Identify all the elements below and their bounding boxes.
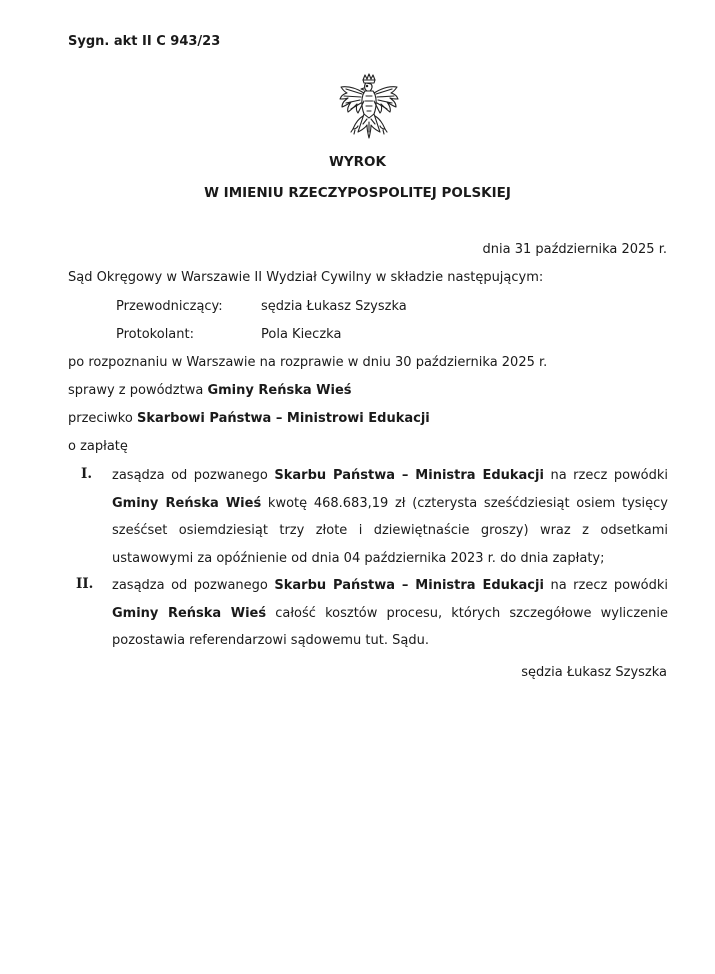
case-subject: o zapłatę <box>68 439 128 454</box>
document-title: WYROK <box>329 154 386 170</box>
presiding-judge-name: sędzia Łukasz Szyszka <box>261 299 407 314</box>
court-reporter-name: Pola Kieczka <box>261 327 342 342</box>
ruling-number: II. <box>76 576 94 592</box>
ruling-text: zasądza od pozwanego <box>112 468 275 483</box>
defendant-line <box>68 411 430 426</box>
hearing-info: po rozpoznaniu w Warszawie na rozprawie w dniu 30 października 2025 r. <box>68 355 548 370</box>
ruling-number: I. <box>81 466 93 482</box>
judgment-date: dnia 31 października 2025 r. <box>482 242 667 257</box>
ruling-plaintiff: Gminy Reńska Wieś <box>112 495 262 511</box>
ruling-text: na rzecz powódki <box>543 578 669 593</box>
polish-eagle-emblem-icon <box>336 72 402 148</box>
court-reporter-label: Protokolant: <box>116 327 194 342</box>
defendant-prefix: przeciwko <box>68 411 137 426</box>
ruling-paragraph <box>112 462 668 572</box>
presiding-judge-label: Przewodniczący: <box>116 299 223 314</box>
ruling-text: całość kosztów procesu, których szczegółowe wyliczenie pozostawia referendarzowi sądowemu tut. Sądu. <box>112 605 668 648</box>
ruling-plaintiff: Gminy Reńska Wieś <box>112 605 267 621</box>
ruling-text: na rzecz powódki <box>543 468 669 483</box>
plaintiff-name: Gminy Reńska Wieś <box>207 383 352 398</box>
ruling-text: zasądza od pozwanego <box>112 578 275 593</box>
document-subtitle: W IMIENIU RZECZYPOSPOLITEJ POLSKIEJ <box>204 185 511 201</box>
ruling-text: kwotę 468.683,19 zł (czterysta sześćdziesiąt osiem tysięcy sześćset osiemdziesiąt trzy złote i dziewiętnaście groszy) wraz z odsetkami ustawowymi za opóźnienie od dnia 04 października 2023 r. do dnia zapłaty; <box>112 495 669 566</box>
ruling-paragraph <box>112 572 668 655</box>
ruling-defendant: Skarbu Państwa – Ministra Edukacji <box>274 468 544 483</box>
judge-signature: sędzia Łukasz Szyszka <box>521 665 667 680</box>
plaintiff-line <box>68 383 352 398</box>
defendant-name: Skarbowi Państwa – Ministrowi Edukacji <box>136 411 430 426</box>
case-number: Sygn. akt II C 943/23 <box>68 34 221 49</box>
plaintiff-prefix: sprawy z powództwa <box>68 383 208 398</box>
court-composition-intro: Sąd Okręgowy w Warszawie II Wydział Cywilny w składzie następującym: <box>68 270 544 285</box>
ruling-defendant: Skarbu Państwa – Ministra Edukacji <box>274 578 544 593</box>
